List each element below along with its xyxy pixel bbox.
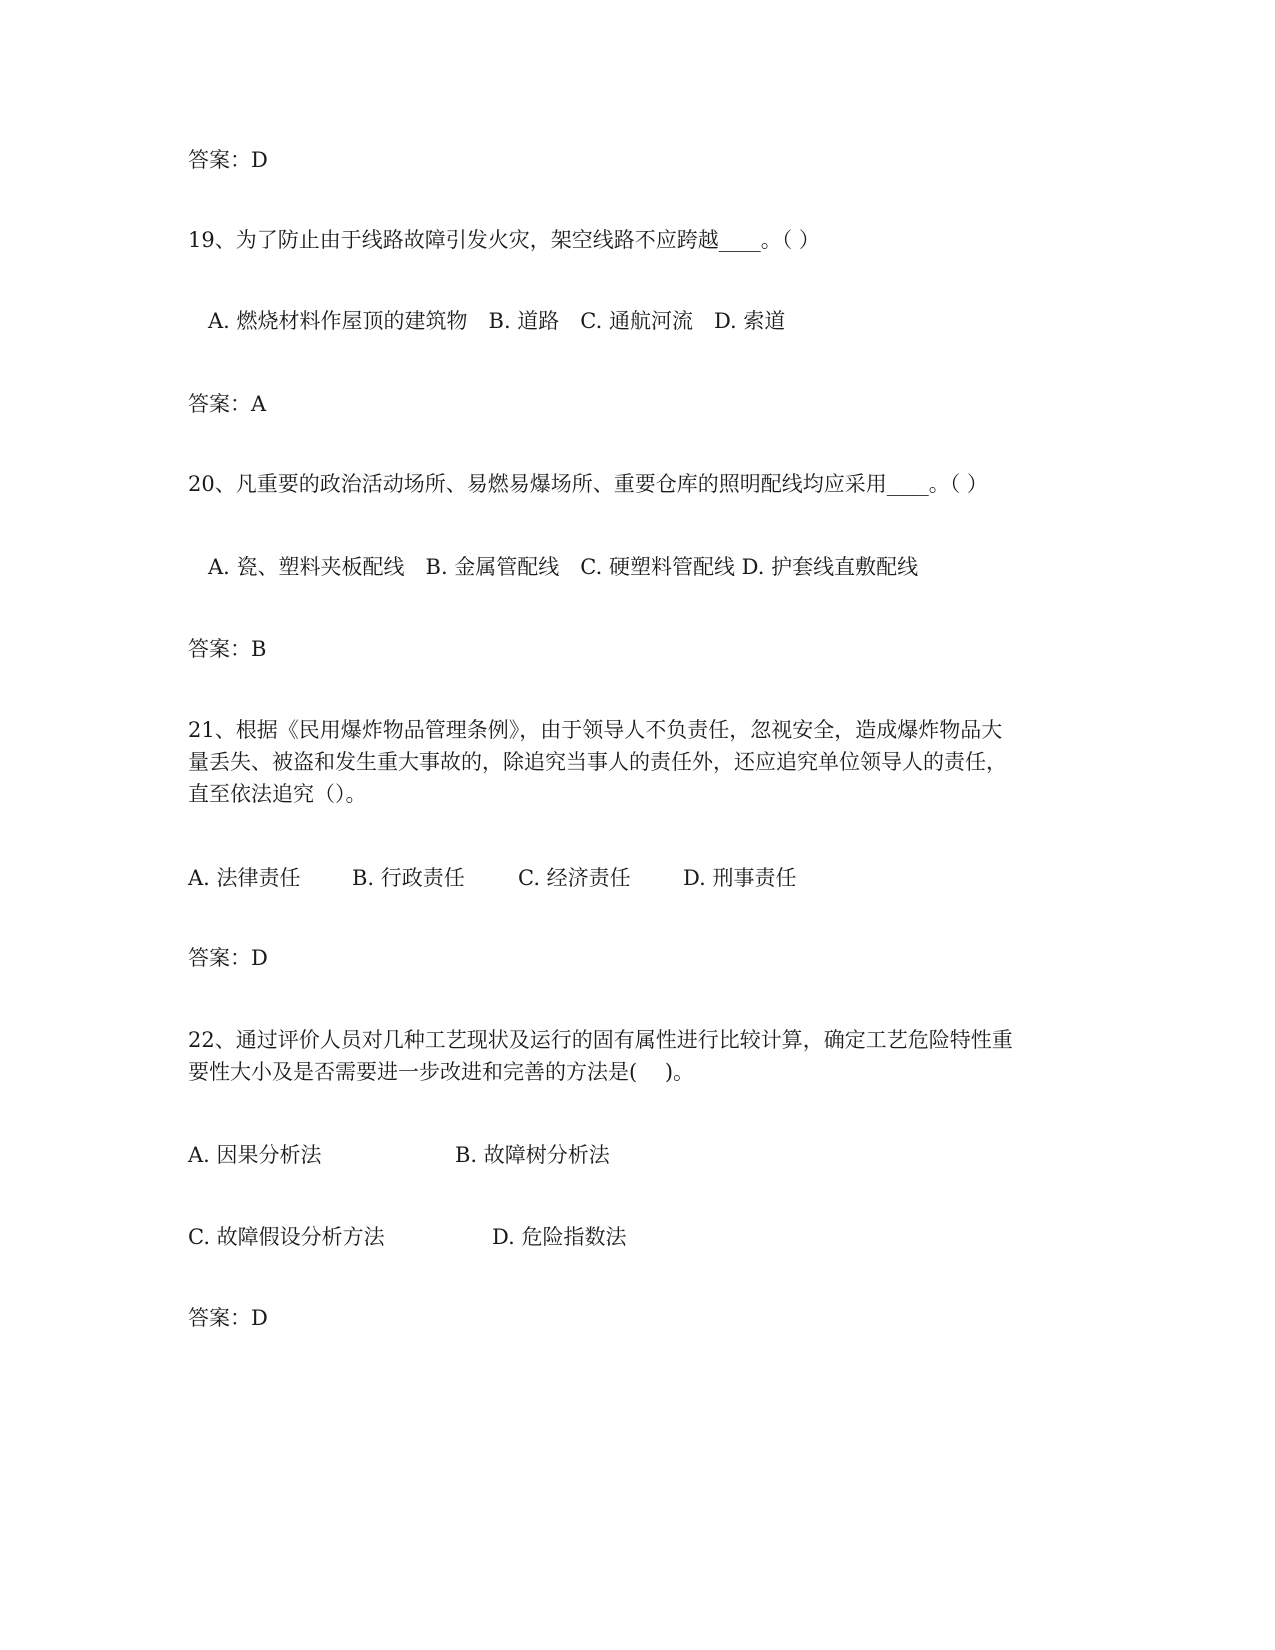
q21-option-a: A. 法律责任 (188, 866, 301, 890)
q22-option-d: D. 危险指数法 (492, 1225, 627, 1249)
q22-question-line: 要性大小及是否需要进一步改进和完善的方法是( )。 (188, 1060, 695, 1084)
q21-question (188, 714, 1088, 810)
q22-option-a: A. 因果分析法 (188, 1143, 322, 1167)
q21-question-line: 量丢失、被盗和发生重大事故的，除追究当事人的责任外，还应追究单位领导人的责任， (188, 750, 1007, 774)
q19-answer: 答案：A (188, 392, 267, 416)
q19-question: 19、为了防止由于线路故障引发火灾，架空线路不应跨越____。（ ） (188, 228, 820, 252)
q22-option-b: B. 故障树分析法 (455, 1143, 610, 1167)
q21-option-b: B. 行政责任 (352, 866, 465, 890)
q22-option-c: C. 故障假设分析方法 (188, 1225, 385, 1249)
q22-answer: 答案：D (188, 1306, 268, 1330)
q21-option-c: C. 经济责任 (518, 866, 631, 890)
q21-option-d: D. 刑事责任 (683, 866, 797, 890)
q18-answer: 答案：D (188, 148, 268, 172)
q20-options: A. 瓷、塑料夹板配线 B. 金属管配线 C. 硬塑料管配线 D. 护套线直敷配线 (208, 555, 919, 579)
q21-question-line: 21、根据《民用爆炸物品管理条例》，由于领导人不负责任，忽视安全，造成爆炸物品大 (188, 718, 1003, 742)
q22-question-line: 22、通过评价人员对几种工艺现状及运行的固有属性进行比较计算，确定工艺危险特性重 (188, 1028, 1013, 1052)
q20-answer: 答案：B (188, 637, 267, 661)
q19-options: A. 燃烧材料作屋顶的建筑物 B. 道路 C. 通航河流 D. 索道 (208, 309, 786, 333)
q21-answer: 答案：D (188, 946, 268, 970)
q21-question-line: 直至依法追究（）。 (188, 782, 367, 806)
q20-question: 20、凡重要的政治活动场所、易燃易爆场所、重要仓库的照明配线均应采用____。（ ） (188, 472, 988, 496)
q22-question (188, 1024, 1088, 1088)
